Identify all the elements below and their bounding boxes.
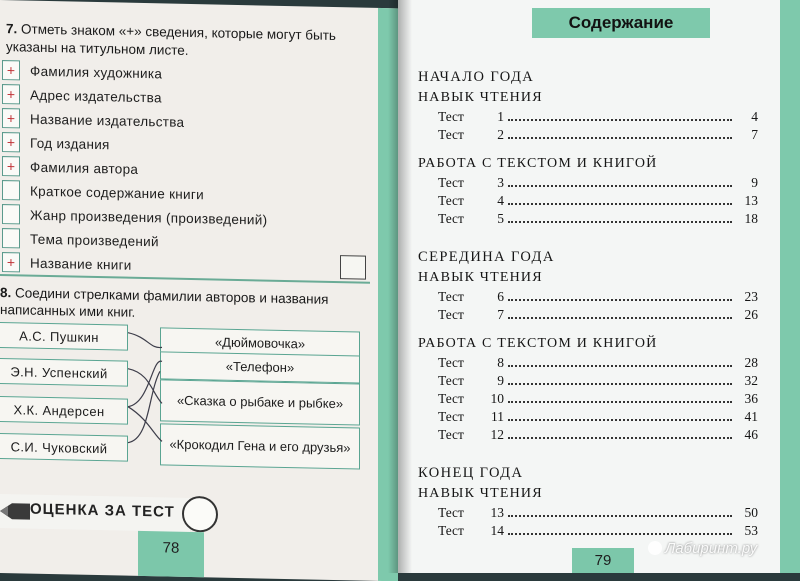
- toc-section-title: НАЧАЛО ГОДА: [418, 69, 535, 85]
- toc-entry-page: 7: [751, 127, 758, 142]
- toc-entry-page: 36: [744, 391, 758, 406]
- toc-entry[interactable]: [418, 210, 758, 228]
- toc-entry-page: 13: [744, 193, 758, 208]
- toc-entry-number: 8: [497, 355, 504, 370]
- pencil-icon: [0, 500, 30, 523]
- checkbox[interactable]: [2, 180, 20, 200]
- left-page-edge-band: [378, 8, 398, 581]
- task8-number: 8.: [0, 285, 12, 301]
- toc-gap: [418, 228, 758, 246]
- left-page: [0, 0, 398, 581]
- checklist-label: Тема произведений: [30, 231, 159, 249]
- toc-group-title: РАБОТА С ТЕКСТОМ И КНИГОЙ: [418, 336, 658, 351]
- toc-group-title: НАВЫК ЧТЕНИЯ: [418, 486, 543, 501]
- toc-entry[interactable]: [418, 390, 758, 408]
- toc-entry-number: 6: [497, 289, 504, 304]
- toc-dot-leader: [508, 522, 732, 535]
- toc-dot-leader: [508, 192, 732, 205]
- toc-entry-number: 3: [497, 175, 504, 190]
- checklist-label: Год издания: [30, 135, 110, 152]
- checkbox[interactable]: +: [2, 156, 20, 176]
- toc-entry-label: Тест: [438, 373, 464, 388]
- toc-entry-label: Тест: [438, 127, 464, 142]
- checkbox[interactable]: [2, 228, 20, 248]
- toc-dot-leader: [508, 408, 732, 421]
- right-page: [398, 0, 800, 573]
- checklist-label: Адрес издательства: [30, 87, 162, 105]
- toc-dot-leader: [508, 210, 732, 223]
- toc-entry-page: 41: [744, 409, 758, 424]
- toc-section-title: КОНЕЦ ГОДА: [418, 465, 524, 481]
- toc-entry-number: 2: [497, 127, 504, 142]
- toc-dot-leader: [508, 504, 732, 517]
- toc-entry-number: 1: [497, 109, 504, 124]
- toc-section-title: СЕРЕДИНА ГОДА: [418, 249, 555, 265]
- toc-entry-page: 4: [751, 109, 758, 124]
- toc-entry-number: 9: [497, 373, 504, 388]
- checklist-label: Фамилия автора: [30, 159, 139, 177]
- toc-entry-label: Тест: [438, 523, 464, 538]
- book-box-1[interactable]: «Дюймовочка»: [160, 327, 360, 359]
- toc-entry-page: 23: [744, 289, 758, 304]
- author-box-3[interactable]: Х.К. Андерсен: [0, 396, 128, 425]
- toc-entry-page: 18: [744, 211, 758, 226]
- labirint-logo-icon: [648, 541, 662, 555]
- toc-entry-number: 13: [490, 505, 504, 520]
- toc-dot-leader: [508, 288, 732, 301]
- toc-entry[interactable]: [418, 306, 758, 324]
- toc-entry[interactable]: [418, 288, 758, 306]
- toc-entry-page: 26: [744, 307, 758, 322]
- toc-dot-leader: [508, 354, 732, 367]
- task7-score-box[interactable]: [340, 255, 366, 280]
- toc-entry-label: Тест: [438, 427, 464, 442]
- toc-dot-leader: [508, 174, 732, 187]
- toc-entry-number: 5: [497, 211, 504, 226]
- author-box-2[interactable]: Э.Н. Успенский: [0, 358, 128, 387]
- toc-entry-label: Тест: [438, 307, 464, 322]
- toc-entry-label: Тест: [438, 211, 464, 226]
- toc-gap: [418, 444, 758, 462]
- task8-instructions: [0, 284, 350, 325]
- toc-entry-number: 11: [491, 409, 504, 424]
- checkbox[interactable]: +: [2, 132, 20, 152]
- toc-dot-leader: [508, 108, 732, 121]
- toc-header: Содержание: [532, 8, 710, 38]
- toc-entry-page: 53: [744, 523, 758, 538]
- toc-entry-page: 32: [744, 373, 758, 388]
- checkbox[interactable]: +: [2, 108, 20, 128]
- checkbox[interactable]: [2, 204, 20, 224]
- toc-entry[interactable]: [418, 354, 758, 372]
- page-number-right: 79: [594, 552, 612, 569]
- toc-entry[interactable]: [418, 174, 758, 192]
- checklist-label: Фамилия художника: [30, 63, 163, 81]
- toc-gap: [418, 144, 758, 154]
- toc-entry[interactable]: [418, 522, 758, 540]
- toc-dot-leader: [508, 306, 732, 319]
- author-box-1[interactable]: А.С. Пушкин: [0, 322, 128, 351]
- toc-dot-leader: [508, 126, 732, 139]
- checkbox[interactable]: +: [2, 252, 20, 272]
- right-page-edge-band: [780, 0, 800, 573]
- checklist-label: Жанр произведения (произведений): [30, 207, 268, 228]
- checkbox[interactable]: +: [2, 84, 20, 104]
- checkbox[interactable]: +: [2, 60, 20, 80]
- toc-entry-label: Тест: [438, 355, 464, 370]
- toc-dot-leader: [508, 426, 732, 439]
- toc-entry-number: 10: [490, 391, 504, 406]
- toc-entry-label: Тест: [438, 409, 464, 424]
- toc-gap: [418, 324, 758, 334]
- toc-entry[interactable]: [418, 126, 758, 144]
- checklist-label: Название книги: [30, 255, 132, 273]
- toc-entry-page: 50: [744, 505, 758, 520]
- toc-entry[interactable]: [418, 504, 758, 522]
- toc-entry-page: 46: [744, 427, 758, 442]
- toc-entry-number: 4: [497, 193, 504, 208]
- toc-entry[interactable]: [418, 192, 758, 210]
- task7-number: 7.: [6, 21, 18, 37]
- grade-label: ОЦЕНКА ЗА ТЕСТ: [30, 500, 175, 521]
- checklist-label: Краткое содержание книги: [30, 183, 204, 202]
- watermark-text: Лабиринт.ру: [665, 540, 758, 557]
- table-of-contents: [418, 66, 758, 540]
- toc-entry[interactable]: [418, 426, 758, 444]
- toc-entry[interactable]: [418, 372, 758, 390]
- task7-text: Отметь знаком «+» сведения, которые могут быть указаны на титульном листе.: [6, 21, 336, 58]
- toc-entry-label: Тест: [438, 505, 464, 520]
- book-box-4[interactable]: «Крокодил Гена и его друзья»: [160, 423, 360, 469]
- toc-entry-number: 7: [497, 307, 504, 322]
- watermark: [648, 540, 757, 557]
- toc-entry[interactable]: [418, 408, 758, 426]
- toc-entry-label: Тест: [438, 109, 464, 124]
- task7-instructions: [6, 20, 366, 64]
- toc-entry-label: Тест: [438, 289, 464, 304]
- toc-entry-label: Тест: [438, 391, 464, 406]
- toc-group-title: НАВЫК ЧТЕНИЯ: [418, 90, 543, 105]
- toc-dot-leader: [508, 390, 732, 403]
- book-box-3[interactable]: «Сказка о рыбаке и рыбке»: [160, 379, 360, 425]
- toc-entry-number: 12: [490, 427, 504, 442]
- task7-checklist: [0, 58, 267, 280]
- grade-circle[interactable]: [182, 496, 218, 533]
- checklist-label: Название издательства: [30, 111, 185, 130]
- toc-entry-page: 28: [744, 355, 758, 370]
- author-box-4[interactable]: С.И. Чуковский: [0, 433, 128, 462]
- book-box-2[interactable]: «Телефон»: [160, 351, 360, 383]
- toc-dot-leader: [508, 372, 732, 385]
- toc-entry-page: 9: [751, 175, 758, 190]
- toc-group-title: НАВЫК ЧТЕНИЯ: [418, 270, 543, 285]
- toc-entry-label: Тест: [438, 193, 464, 208]
- toc-entry[interactable]: [418, 108, 758, 126]
- page-number-left: 78: [162, 539, 180, 557]
- toc-group-title: РАБОТА С ТЕКСТОМ И КНИГОЙ: [418, 156, 658, 171]
- drawn-connecting-lines: [120, 323, 170, 474]
- task8-text: Соедини стрелками фамилии авторов и названия написанных ими книг.: [0, 285, 329, 320]
- toc-entry-number: 14: [490, 523, 504, 538]
- toc-entry-label: Тест: [438, 175, 464, 190]
